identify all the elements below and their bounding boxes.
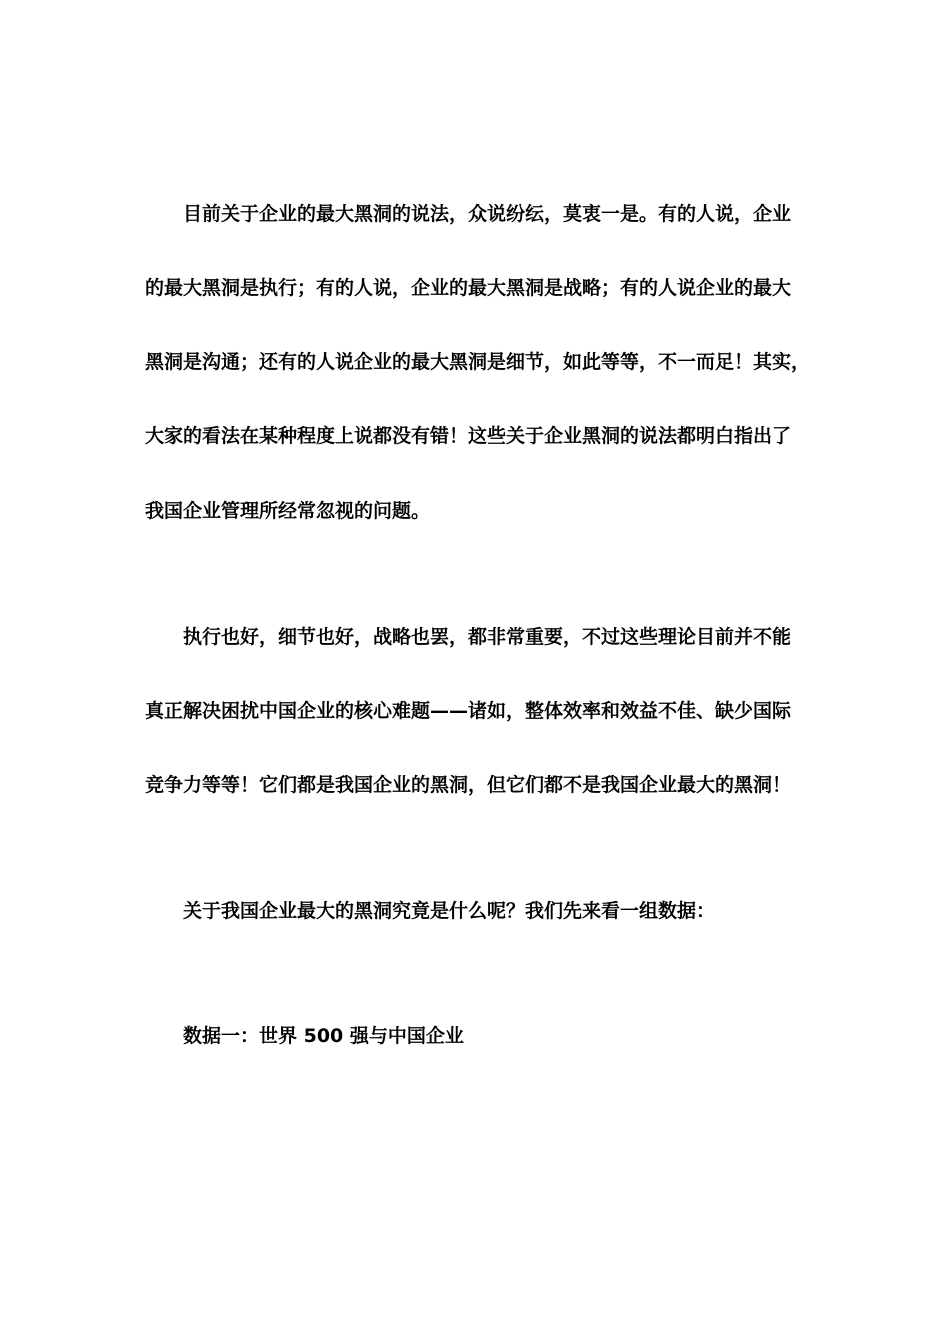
paragraph-3-line-1: 关于我国企业最大的黑洞究竟是什么呢？我们先来看一组数据： [183, 900, 716, 922]
paragraph-1-line-5: 我国企业管理所经常忽视的问题。 [145, 500, 431, 522]
paragraph-1-line-2: 的最大黑洞是执行；有的人说，企业的最大黑洞是战略；有的人说企业的最大 [145, 277, 792, 299]
paragraph-2-line-3: 竞争力等等！它们都是我国企业的黑洞，但它们都不是我国企业最大的黑洞！ [145, 774, 792, 796]
paragraph-1-line-4: 大家的看法在某种程度上说都没有错！这些关于企业黑洞的说法都明白指出了 [145, 425, 792, 447]
paragraph-2-line-2: 真正解决困扰中国企业的核心难题——诸如，整体效率和效益不佳、缺少国际 [145, 700, 792, 722]
paragraph-1-line-3: 黑洞是沟通；还有的人说企业的最大黑洞是细节，如此等等，不一而足！其实， [145, 351, 811, 373]
section-heading-data-one: 数据一：世界 500 强与中国企业 [183, 1025, 464, 1047]
paragraph-2-line-1: 执行也好，细节也好，战略也罢，都非常重要，不过这些理论目前并不能 [183, 626, 792, 648]
paragraph-1-line-1: 目前关于企业的最大黑洞的说法，众说纷纭，莫衷一是。有的人说，企业 [183, 203, 792, 225]
